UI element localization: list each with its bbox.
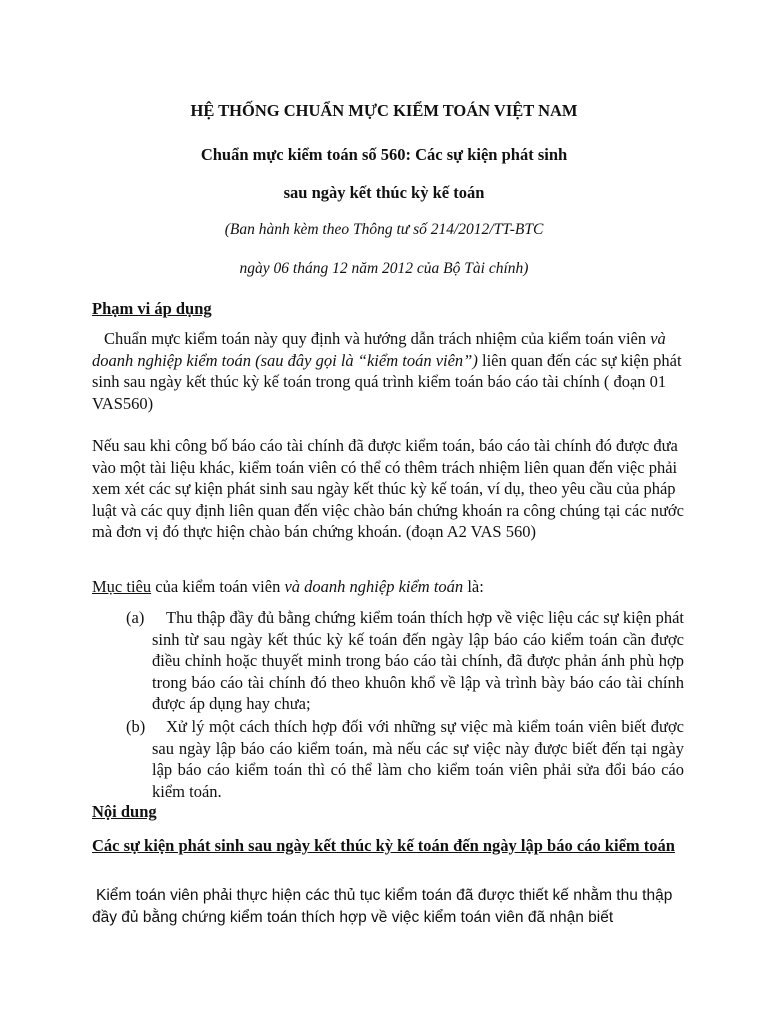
- objectives-text-b: là:: [463, 577, 484, 596]
- content-paragraph-1: Kiểm toán viên phải thực hiện các thủ tục kiểm toán đã được thiết kế nhằm thu thập đầy đủ bằng chứng kiểm toán thích hợp về việc kiểm toán viên đã nhận biết: [92, 887, 673, 926]
- document-title: HỆ THỐNG CHUẨN MỰC KIỂM TOÁN VIỆT NAM: [190, 101, 578, 120]
- objective-item-a-text: Thu thập đầy đủ bằng chứng kiểm toán thích hợp về việc liệu các sự kiện phát sinh từ sau ngày kết thúc kỳ kế toán đến ngày lập báo cáo kiểm toán cần được điều chỉnh hoặc thuyết minh trong báo cáo tài chính, đã được phản ánh phù hợp trong báo cáo tài chính đó theo khuôn khổ về lập và trình bày báo cáo tài chính được áp dụng hay chưa;: [152, 608, 684, 713]
- scope-p1-text-b: liên quan đến các sự kiện phát sinh sau ngày kết thúc kỳ kế toán trong quá trình kiểm toán báo cáo tài chính ( đoạn 01 VAS560): [92, 350, 682, 413]
- objective-item-b-text: Xử lý một cách thích hợp đối với những sự việc mà kiểm toán viên biết được sau ngày lập báo cáo kiểm toán, mà nếu các sự việc này được biết đến tại ngày lập báo cáo kiểm toán thì có thể làm cho kiểm toán viên phải sửa đổi báo cáo kiểm toán.: [152, 717, 684, 801]
- scope-heading: [92, 298, 684, 320]
- content-heading-text: Nội dung: [92, 802, 157, 821]
- objective-item-a-marker: (a): [126, 608, 145, 627]
- objective-item-b-marker: (b): [126, 717, 146, 736]
- objective-item-b: [126, 716, 684, 802]
- objectives-italic: và doanh nghiệp kiểm toán: [284, 577, 464, 596]
- objective-item-a: [126, 607, 684, 715]
- issuance-note-line2: ngày 06 tháng 12 năm 2012 của Bộ Tài chính): [239, 260, 529, 277]
- objectives-intro: [92, 576, 684, 598]
- issuance-note-line1: (Ban hành kèm theo Thông tư số 214/2012/TT-BTC: [224, 221, 544, 238]
- scope-paragraph-1: [92, 328, 684, 414]
- scope-p1-text-a: Chuẩn mực kiểm toán này quy định và hướng dẫn trách nhiệm của kiểm toán viên: [104, 329, 651, 348]
- content-heading: [92, 801, 684, 823]
- standard-title-line2: sau ngày kết thúc kỳ kế toán: [283, 183, 485, 202]
- scope-p1-italic: và doanh nghiệp kiểm toán (sau đây gọi là “kiểm toán viên”): [92, 329, 666, 370]
- objectives-text-a: của kiểm toán viên: [151, 577, 285, 596]
- scope-paragraph-2: Nếu sau khi công bố báo cáo tài chính đã được kiểm toán, báo cáo tài chính đó được đưa vào một tài liệu khác, kiểm toán viên có thể có thêm trách nhiệm liên quan đến việc phải xem xét các sự kiện phát sinh sau ngày kết thúc kỳ kế toán, ví dụ, theo yêu cầu của pháp luật và các quy định liên quan đến việc chào bán chứng khoán ra công chúng tại các nước mà đơn vị đó thực hiện chào bán chứng khoán. (đoạn A2 VAS 560): [92, 436, 684, 541]
- objectives-label: Mục tiêu: [92, 577, 152, 596]
- scope-heading-text: Phạm vi áp dụng: [92, 299, 212, 318]
- standard-title-line1: Chuẩn mực kiểm toán số 560: Các sự kiện phát sinh: [200, 145, 568, 164]
- content-subheading-text: Các sự kiện phát sinh sau ngày kết thúc kỳ kế toán đến ngày lập báo cáo kiểm toán: [92, 836, 675, 855]
- content-subheading: [92, 835, 684, 857]
